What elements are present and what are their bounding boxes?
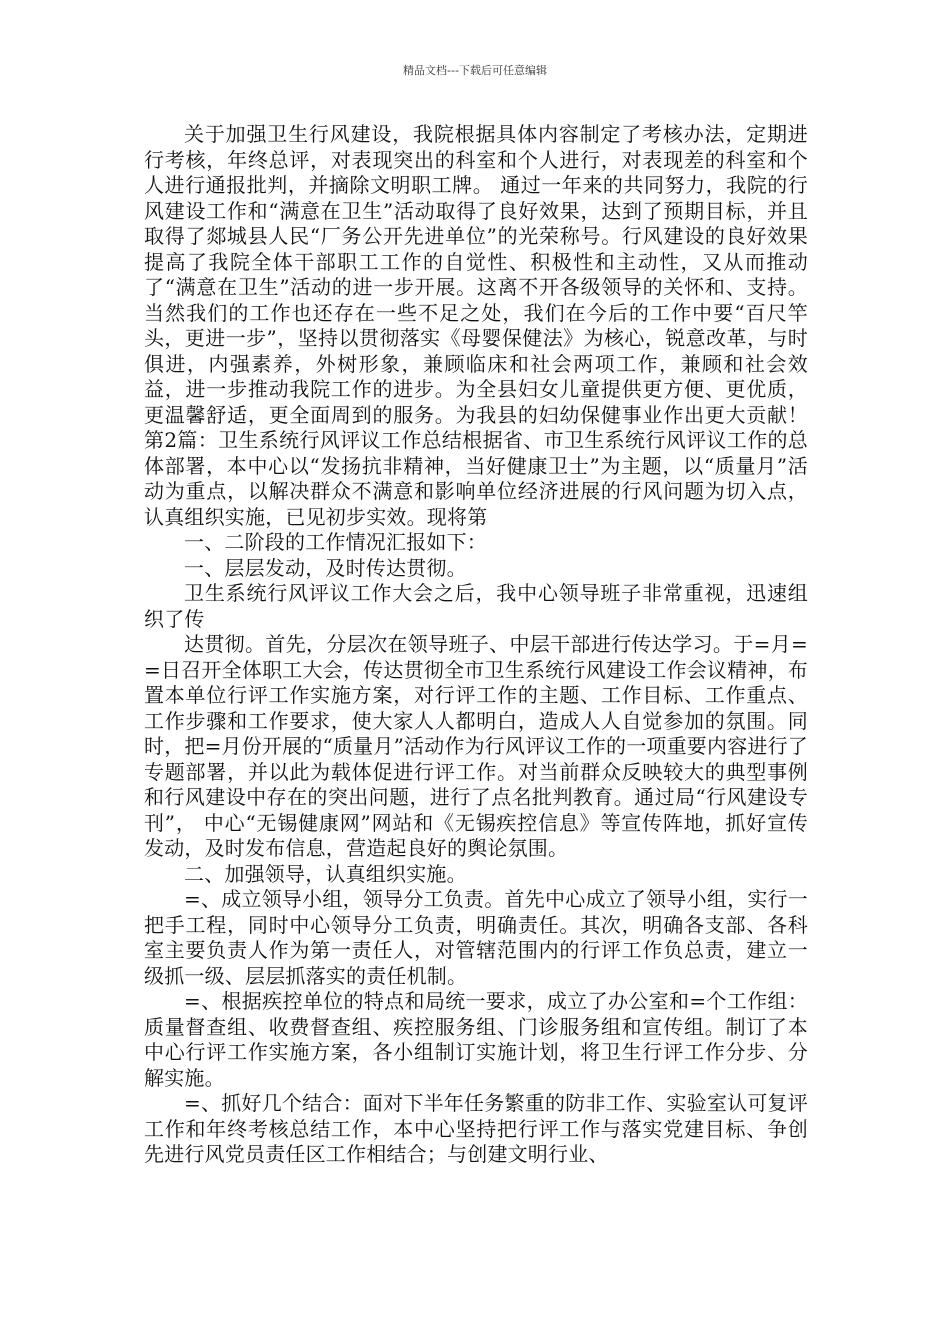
page-header: 精品文档---下载后可任意编辑 <box>403 64 547 77</box>
paragraph: =、成立领导小组，领导分工负责。首先中心成立了领导小组，实行一把手工程，同时中心领导分工负责，明确责任。其次，明确各支部、各科室主要负责人作为第一责任人，对管辖范围内的行评工作负总责，建立一级抓一级、层层抓落实的责任机制。 <box>144 887 808 988</box>
paragraph: 关于加强卫生行风建设，我院根据具体内容制定了考核办法，定期进行考核，年终总评，对表现突出的科室和个人进行，对表现差的科室和个人进行通报批判，并摘除文明职工牌。 通过一年来的共同努力，我院的行风建设工作和“满意在卫生”活动取得了良好效果，达到了预期目标，并且取得了郯城县人民“厂务公开先进单位”的光荣称号。行风建设的良好效果提高了我院全体干部职工工作的自觉性、积极性和主动性，又从而推动了“满意在卫生”活动的进一步开展。这离不开各级领导的关怀和、支持。当然我们的工作也还存在一些不足之处，我们在今后的工作中要“百尺竿头，更进一步”，坚持以贯彻落实《母婴保健法》为核心，锐意改革，与时俱进，内强素养，外树形象，兼顾临床和社会两项工作，兼顾和社会效益，进一步推动我院工作的进步。为全县妇女儿童提供更方便、更优质，更温馨舒适，更全面周到的服务。为我县的妇幼保健事业作出更大贡献！第2篇：卫生系统行风评议工作总结根据省、市卫生系统行风评议工作的总体部署，本中心以“发扬抗非精神，当好健康卫士”为主题，以“质量月”活动为重点，以解决群众不满意和影响单位经济进展的行风问题为切入点，认真组织实施，已见初步实效。现将第 <box>144 122 808 529</box>
paragraph: 一、二阶段的工作情况汇报如下： <box>184 530 487 554</box>
paragraph: 卫生系统行风评议工作大会之后，我中心领导班子非常重视，迅速组织了传 <box>144 581 808 631</box>
paragraph: =、抓好几个结合：面对下半年任务繁重的防非工作、实验室认可复评工作和年终考核总结工作，本中心坚持把行评工作与落实党建目标、争创先进行风党员责任区工作相结合；与创建文明行业、 <box>144 1091 808 1166</box>
paragraph: 达贯彻。首先，分层次在领导班子、中层干部进行传达学习。于=月==日召开全体职工大会，传达贯彻全市卫生系统行风建设工作会议精神，布置本单位行评工作实施方案，对行评工作的主题、工作目标、工作重点、工作步骤和工作要求，使大家人人都明白，造成人人自觉参加的氛围。同时，把=月份开展的“质量月”活动作为行风评议工作的一项重要内容进行了专题部署，并以此为载体促进行评工作。对当前群众反映较大的典型事例和行风建设中存在的突出问题，进行了点名批判教育。通过局“行风建设专刊”， 中心“无锡健康网”网站和《无锡疾控信息》等宣传阵地，抓好宣传发动，及时发布信息，营造起良好的舆论氛围。 <box>144 632 809 860</box>
document-body <box>144 122 808 1168</box>
paragraph: 一、层层发动，及时传达贯彻。 <box>184 555 467 580</box>
paragraph: 二、加强领导，认真组织实施。 <box>184 861 467 886</box>
paragraph: =、根据疾控单位的特点和局统一要求，成立了办公室和=个工作组：质量督查组、收费督查组、疾控服务组、门诊服务组和宣传组。制订了本中心行评工作实施方案，各小组制订实施计划，将卫生行评工作分步、分解实施。 <box>144 989 808 1090</box>
